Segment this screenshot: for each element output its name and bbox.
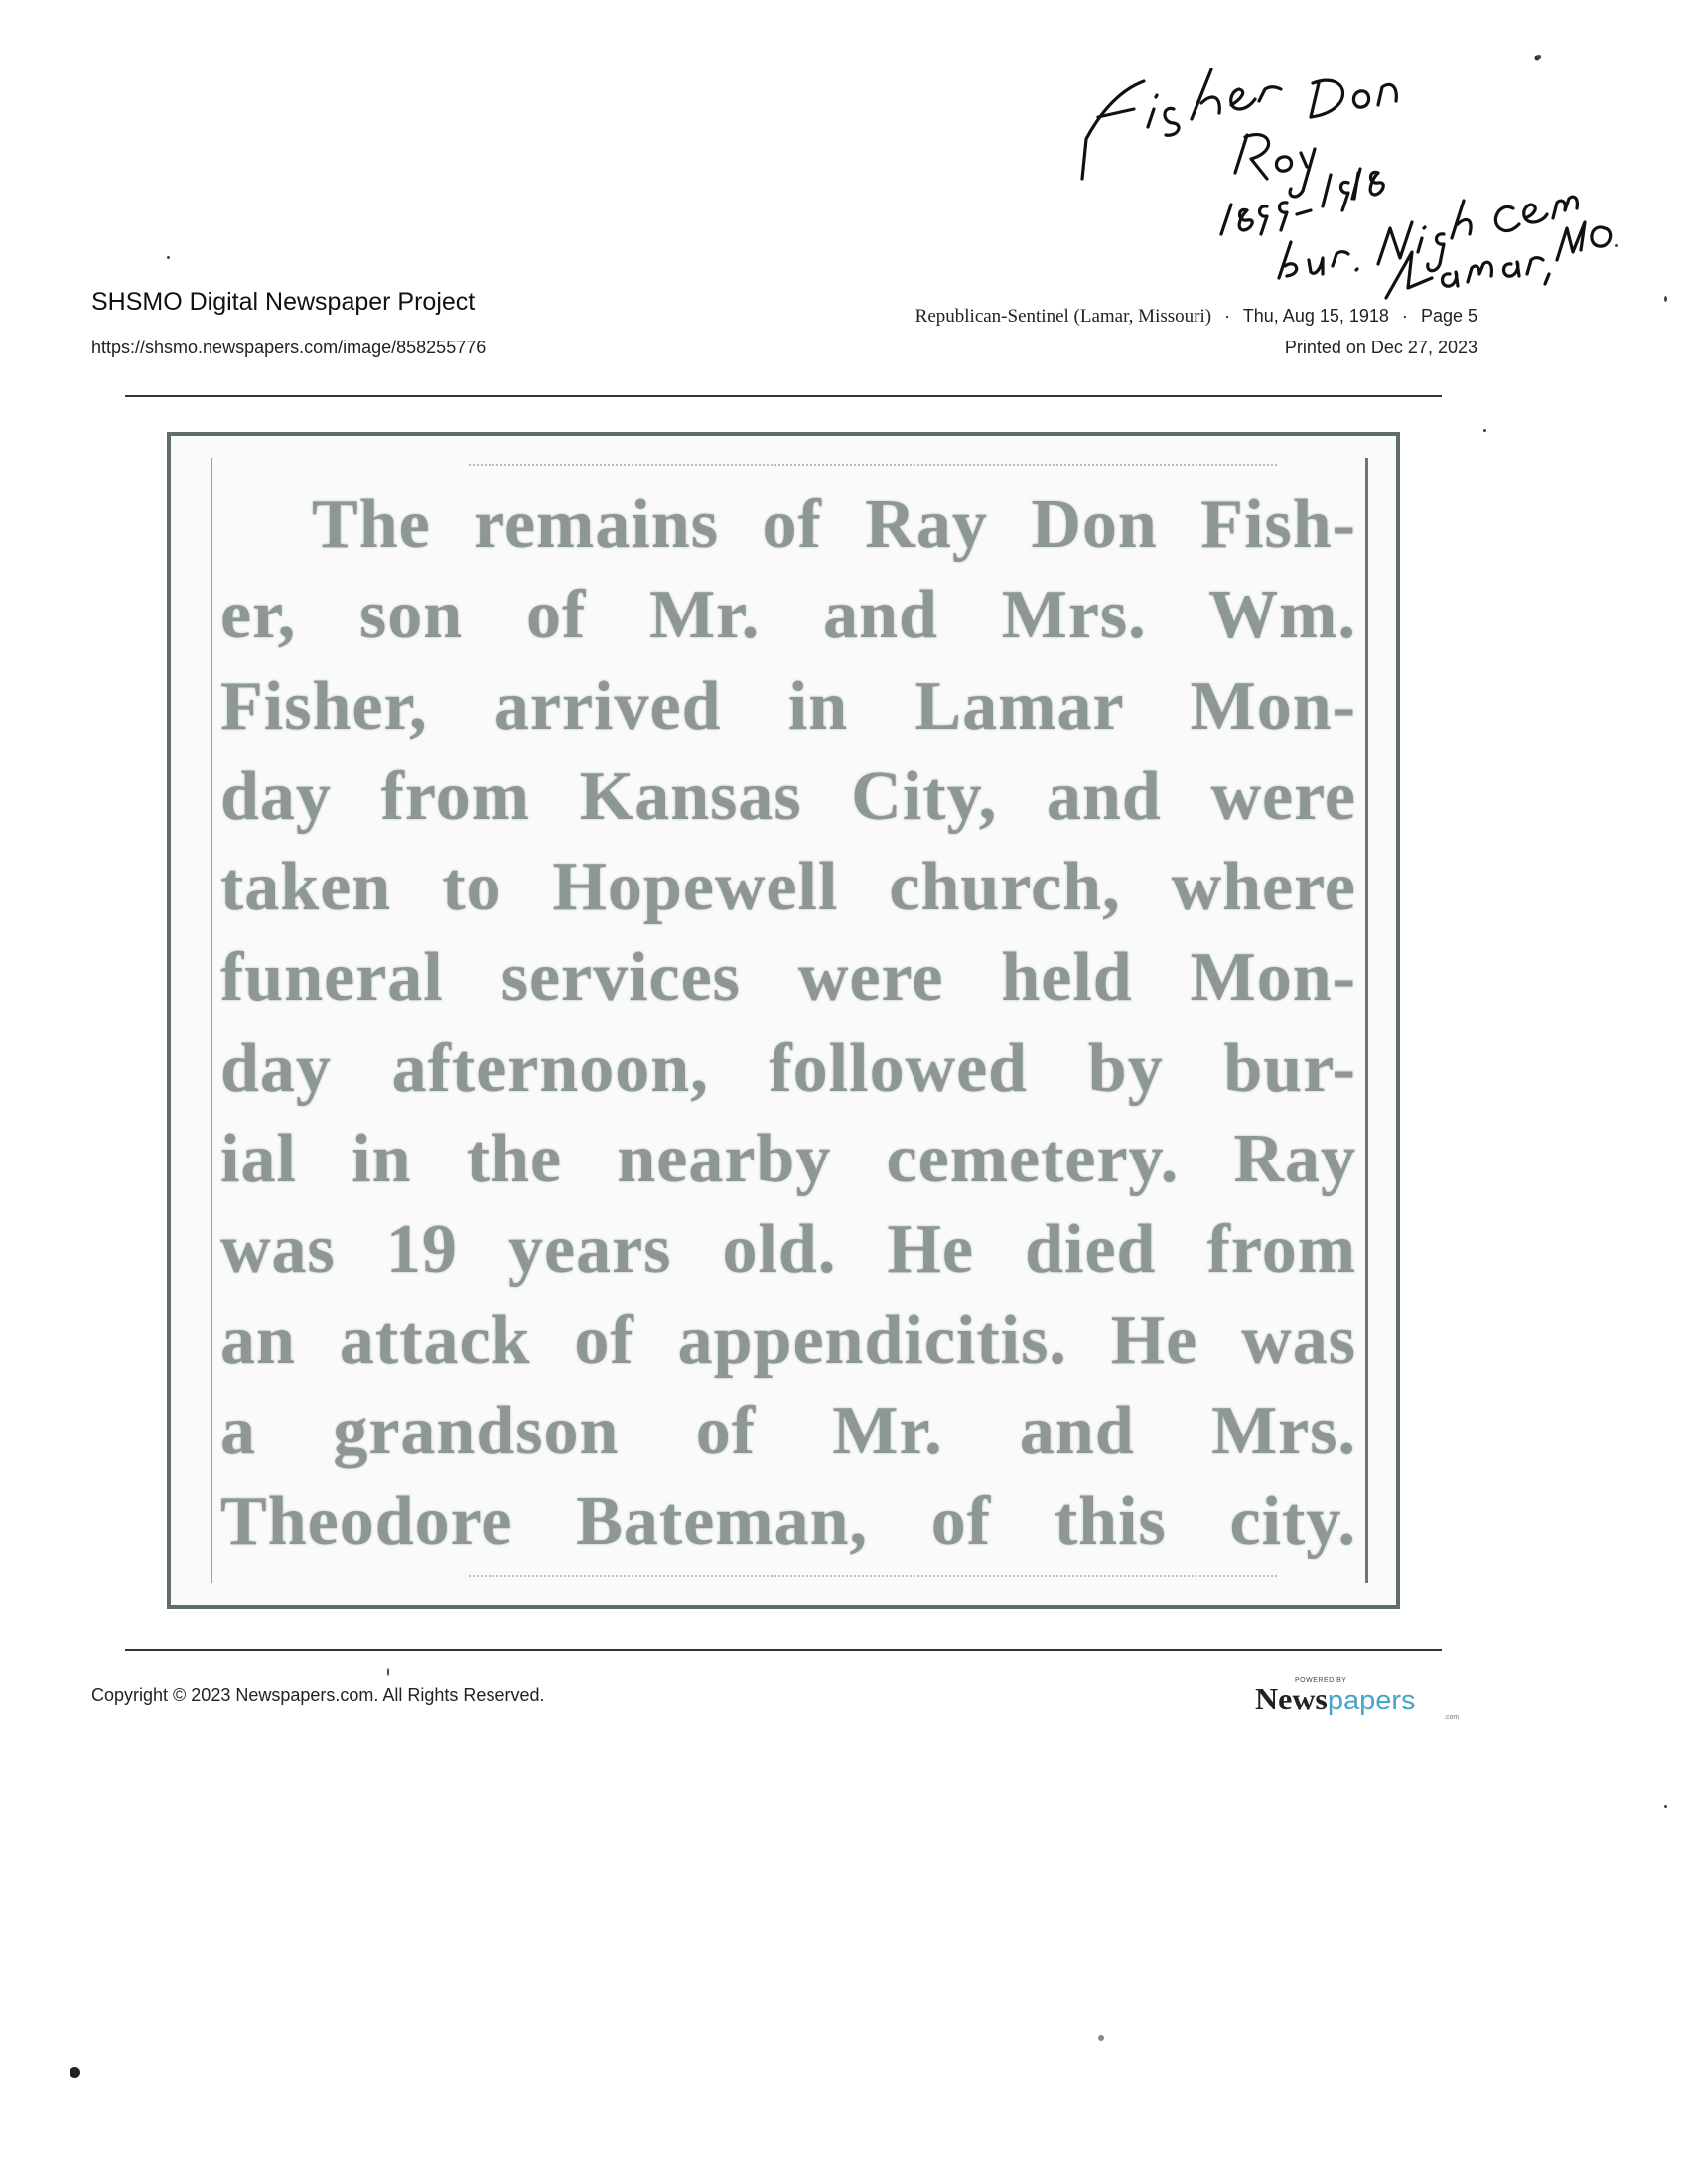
scan-speck [1615, 244, 1618, 247]
newspaper-clipping [167, 432, 1400, 1609]
footer-divider [125, 1649, 1442, 1651]
article-line: The remains of Ray Don Fish- [312, 486, 1356, 563]
logo-papers: papers [1327, 1685, 1416, 1716]
clipping-bottom-rule [469, 1575, 1277, 1579]
scan-speck [387, 1668, 389, 1676]
article-text [220, 479, 1356, 1568]
article-line: taken to Hopewell church, where [220, 849, 1356, 926]
article-line: day afternoon, followed by bur- [220, 1029, 1356, 1107]
newspapers-logo [1255, 1677, 1460, 1721]
article-line: day from Kansas City, and were [220, 757, 1356, 835]
article-line: a grandson of Mr. and Mrs. [220, 1392, 1356, 1469]
article-line: er, son of Mr. and Mrs. Wm. [220, 577, 1356, 654]
article-line: funeral services were held Mon- [220, 939, 1356, 1017]
publication-info [915, 306, 1477, 358]
clipping-top-rule [469, 464, 1277, 468]
logo-dotcom: .com [1444, 1714, 1460, 1721]
scan-speck [1664, 1805, 1667, 1808]
copyright-notice: Copyright © 2023 Newspapers.com. All Rights Reserved. [91, 1685, 545, 1705]
scan-speck [70, 2067, 80, 2078]
publication-name: Republican-Sentinel (Lamar, Missouri) [914, 306, 1212, 327]
header-divider [125, 395, 1442, 397]
separator: · [1224, 306, 1231, 326]
article-line: ial in the nearby cemetery. Ray [220, 1121, 1356, 1198]
scan-speck [1098, 2035, 1104, 2041]
scan-speck [1483, 429, 1486, 432]
scan-speck [1537, 55, 1541, 59]
logo-news: News [1255, 1681, 1328, 1716]
printed-on: Printed on Dec 27, 2023 [1284, 338, 1477, 357]
article-line: Theodore Bateman, of this city. [220, 1483, 1356, 1561]
page-number: Page 5 [1420, 306, 1477, 326]
scan-speck [1664, 296, 1667, 302]
separator: · [1401, 306, 1408, 326]
article-line: Fisher, arrived in Lamar Mon- [220, 667, 1356, 745]
scan-speck [167, 256, 170, 259]
article-line: an attack of appendicitis. He was [220, 1301, 1356, 1379]
article-line: was 19 years old. He died from [220, 1211, 1356, 1289]
publication-date: Thu, Aug 15, 1918 [1242, 306, 1389, 326]
handwritten-note [1062, 40, 1618, 308]
project-title: SHSMO Digital Newspaper Project [91, 288, 476, 316]
logo-powered-by: POWERED BY [1295, 1677, 1347, 1684]
image-url: https://shsmo.newspapers.com/image/858255776 [91, 338, 487, 357]
